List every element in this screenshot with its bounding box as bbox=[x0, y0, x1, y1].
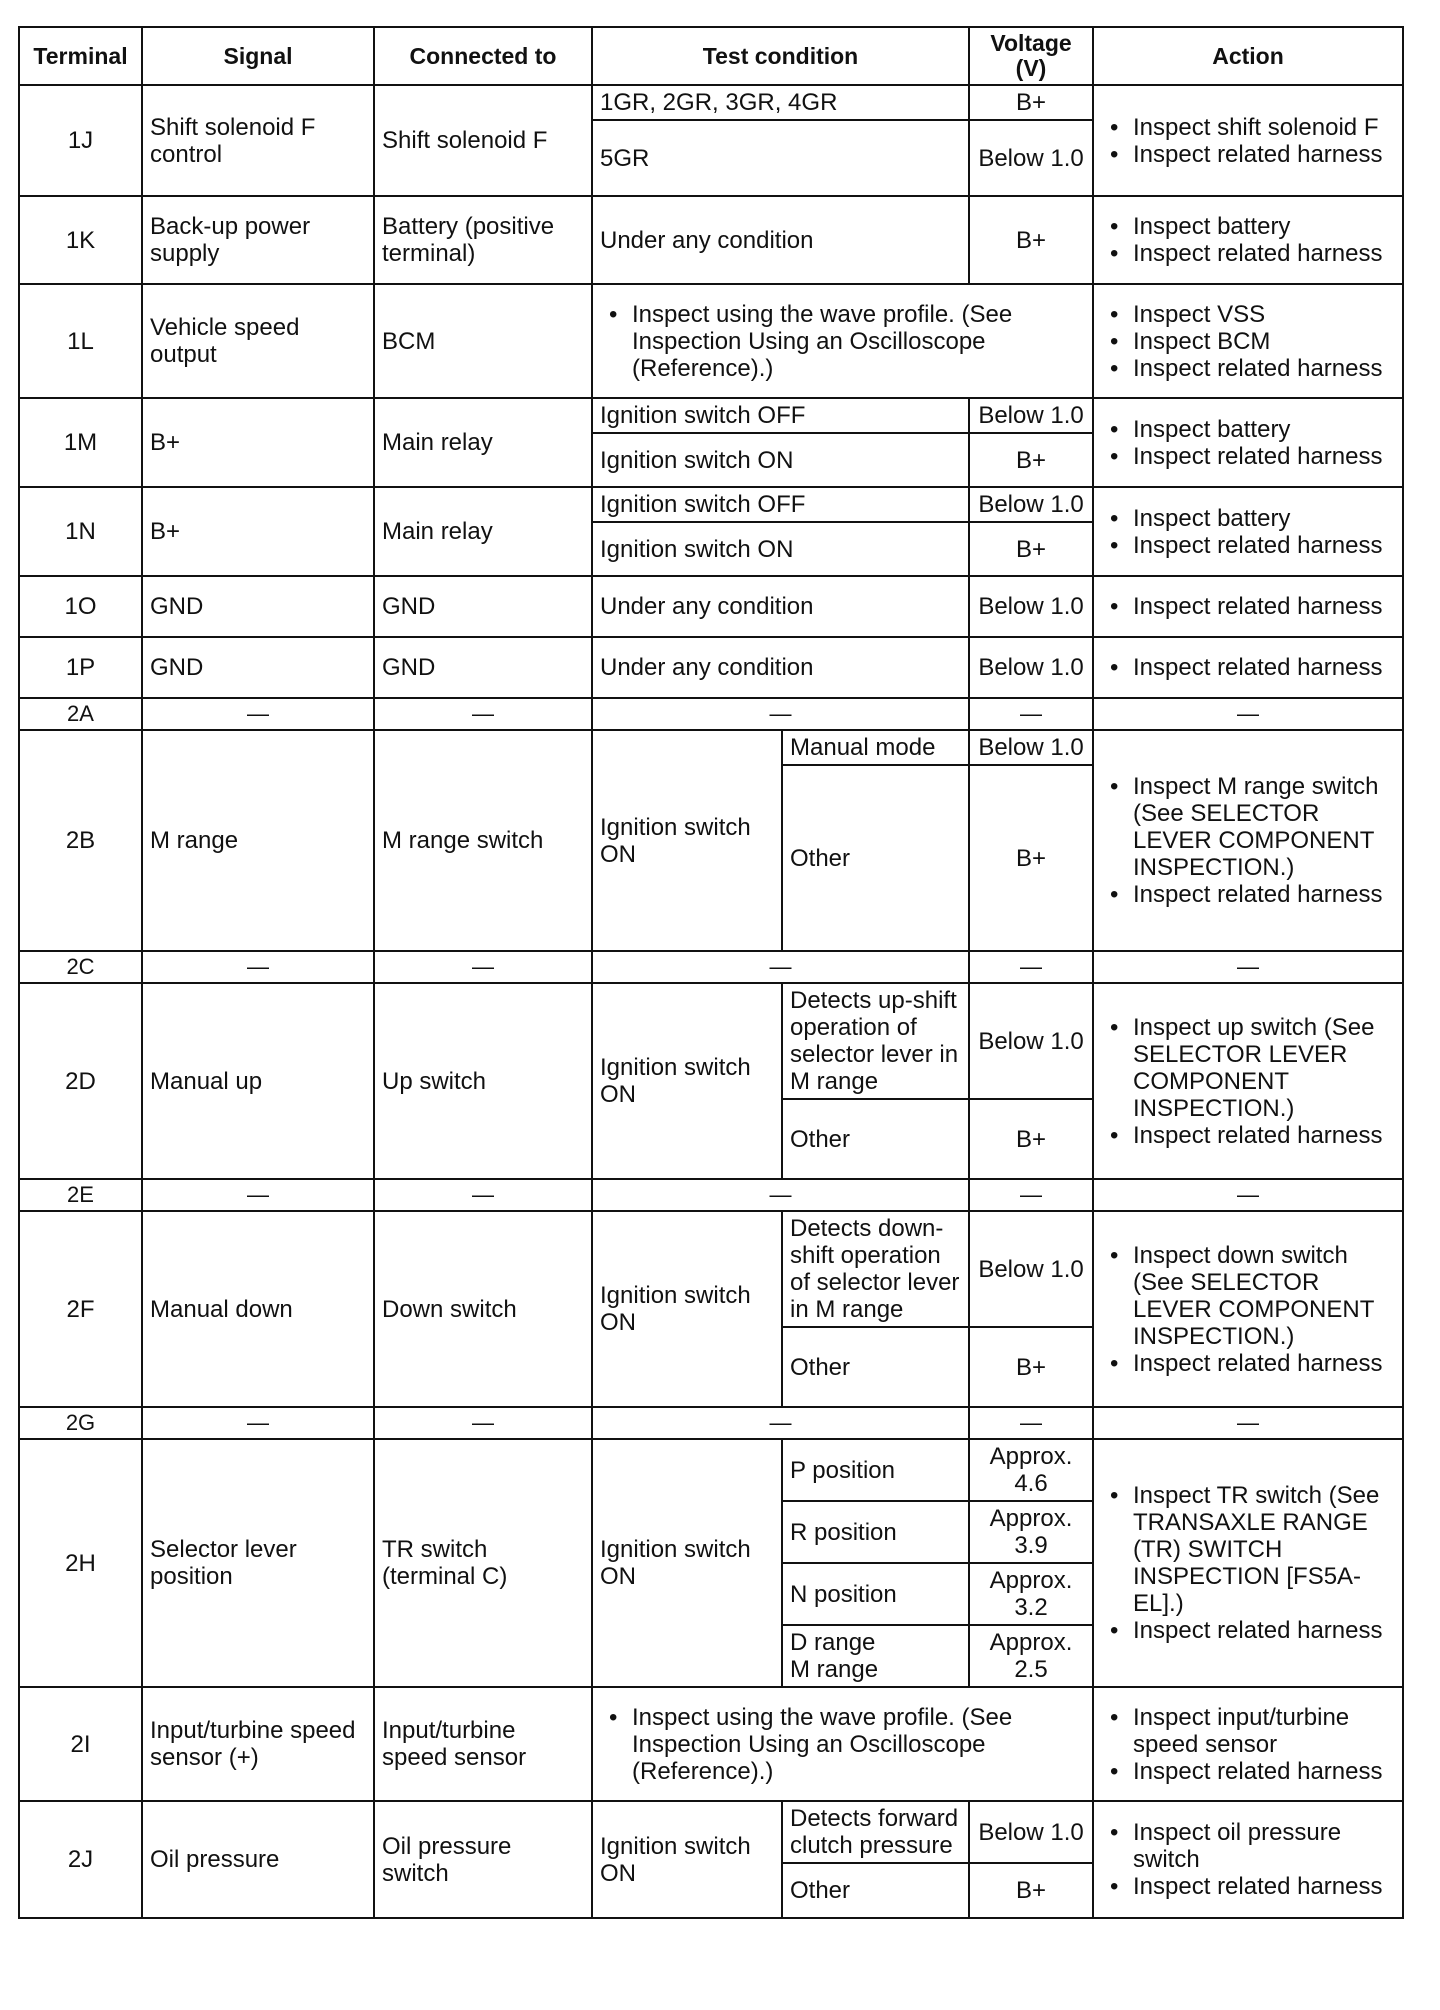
table-row bbox=[19, 85, 1403, 120]
terminal-cell: 2A bbox=[19, 698, 142, 730]
table-row bbox=[19, 1687, 1403, 1801]
signal-cell: Oil pressure bbox=[142, 1801, 374, 1918]
action-item: • Inspect related harness bbox=[1101, 532, 1395, 559]
terminal-cell: 2G bbox=[19, 1407, 142, 1439]
empty-cell: — bbox=[142, 951, 374, 983]
subcondition-cell: Detects down-shift operation of selector lever in M range bbox=[782, 1211, 969, 1327]
voltage-cell: B+ bbox=[969, 522, 1093, 576]
action-item: • Inspect related harness bbox=[1101, 1873, 1395, 1900]
table-row bbox=[19, 284, 1403, 398]
connected-cell: Main relay bbox=[374, 487, 592, 576]
connected-cell: Down switch bbox=[374, 1211, 592, 1407]
terminal-cell: 1L bbox=[19, 284, 142, 398]
signal-cell: B+ bbox=[142, 487, 374, 576]
header-signal: Signal bbox=[142, 27, 374, 85]
voltage-cell: B+ bbox=[969, 196, 1093, 284]
subcondition-cell: N position bbox=[782, 1563, 969, 1625]
terminal-cell: 2H bbox=[19, 1439, 142, 1687]
voltage-cell: B+ bbox=[969, 1099, 1093, 1179]
condition-cell: Ignition switch ON bbox=[592, 1211, 782, 1407]
voltage-cell: Below 1.0 bbox=[969, 398, 1093, 433]
condition-cell: Ignition switch ON bbox=[592, 983, 782, 1179]
voltage-cell: Approx. 4.6 bbox=[969, 1439, 1093, 1501]
condition-note-cell bbox=[592, 284, 1093, 398]
action-item: • Inspect battery bbox=[1101, 416, 1395, 443]
subcondition-cell: P position bbox=[782, 1439, 969, 1501]
empty-cell: — bbox=[592, 951, 969, 983]
terminal-cell: 1M bbox=[19, 398, 142, 487]
signal-cell: GND bbox=[142, 576, 374, 637]
action-item: • Inspect M range switch (See SELECTOR LEVER COMPONENT INSPECTION.) bbox=[1101, 773, 1395, 881]
connected-cell: Main relay bbox=[374, 398, 592, 487]
terminal-cell: 2D bbox=[19, 983, 142, 1179]
subcondition-cell: Other bbox=[782, 1327, 969, 1407]
terminal-cell: 1O bbox=[19, 576, 142, 637]
voltage-cell: Below 1.0 bbox=[969, 1801, 1093, 1863]
action-cell bbox=[1093, 637, 1403, 698]
subcondition-cell: Other bbox=[782, 765, 969, 951]
voltage-cell: B+ bbox=[969, 433, 1093, 487]
action-cell bbox=[1093, 576, 1403, 637]
header-terminal: Terminal bbox=[19, 27, 142, 85]
subcondition-cell: Other bbox=[782, 1099, 969, 1179]
action-item: • Inspect related harness bbox=[1101, 355, 1395, 382]
action-item: • Inspect VSS bbox=[1101, 301, 1395, 328]
voltage-cell: Below 1.0 bbox=[969, 487, 1093, 522]
condition-cell: Under any condition bbox=[592, 576, 969, 637]
voltage-cell: Below 1.0 bbox=[969, 983, 1093, 1099]
terminal-cell: 2J bbox=[19, 1801, 142, 1918]
header-action: Action bbox=[1093, 27, 1403, 85]
terminal-cell: 2I bbox=[19, 1687, 142, 1801]
empty-cell: — bbox=[969, 951, 1093, 983]
voltage-cell: Approx. 3.2 bbox=[969, 1563, 1093, 1625]
terminal-cell: 1N bbox=[19, 487, 142, 576]
empty-cell: — bbox=[1093, 951, 1403, 983]
condition-cell: Ignition switch ON bbox=[592, 730, 782, 951]
action-cell bbox=[1093, 398, 1403, 487]
action-item: • Inspect related harness bbox=[1101, 443, 1395, 470]
action-item: • Inspect input/turbine speed sensor bbox=[1101, 1704, 1395, 1758]
connected-cell: BCM bbox=[374, 284, 592, 398]
signal-cell: Back-up power supply bbox=[142, 196, 374, 284]
action-cell bbox=[1093, 196, 1403, 284]
action-item: • Inspect related harness bbox=[1101, 593, 1395, 620]
action-item: • Inspect battery bbox=[1101, 505, 1395, 532]
empty-cell: — bbox=[142, 1179, 374, 1211]
empty-cell: — bbox=[374, 951, 592, 983]
condition-cell: Ignition switch ON bbox=[592, 1439, 782, 1687]
condition-note-cell bbox=[592, 1687, 1093, 1801]
voltage-cell: Below 1.0 bbox=[969, 1211, 1093, 1327]
subcondition-cell: R position bbox=[782, 1501, 969, 1563]
voltage-cell: Approx. 3.9 bbox=[969, 1501, 1093, 1563]
terminal-cell: 1P bbox=[19, 637, 142, 698]
terminal-voltage-table bbox=[18, 26, 1404, 1919]
empty-cell: — bbox=[592, 1179, 969, 1211]
condition-note: • Inspect using the wave profile. (See Inspection Using an Oscilloscope (Reference).) bbox=[600, 301, 1085, 382]
action-item: • Inspect related harness bbox=[1101, 141, 1395, 168]
subcondition-cell: Manual mode bbox=[782, 730, 969, 765]
table-row bbox=[19, 1801, 1403, 1863]
connected-cell: Oil pressure switch bbox=[374, 1801, 592, 1918]
action-cell bbox=[1093, 1687, 1403, 1801]
signal-cell: Input/turbine speed sensor (+) bbox=[142, 1687, 374, 1801]
action-item: • Inspect oil pressure switch bbox=[1101, 1819, 1395, 1873]
subcondition-line: D range bbox=[790, 1629, 876, 1656]
voltage-cell: B+ bbox=[969, 765, 1093, 951]
voltage-cell: Below 1.0 bbox=[969, 637, 1093, 698]
empty-cell: — bbox=[592, 698, 969, 730]
voltage-cell: Below 1.0 bbox=[969, 730, 1093, 765]
signal-cell: GND bbox=[142, 637, 374, 698]
empty-cell: — bbox=[1093, 698, 1403, 730]
action-item: • Inspect related harness bbox=[1101, 654, 1395, 681]
condition-cell: Under any condition bbox=[592, 637, 969, 698]
subcondition-cell: Other bbox=[782, 1863, 969, 1918]
subcondition-line: M range bbox=[790, 1656, 879, 1683]
subcondition-cell bbox=[782, 1625, 969, 1687]
action-item: • Inspect related harness bbox=[1101, 1617, 1395, 1644]
action-item: • Inspect related harness bbox=[1101, 240, 1395, 267]
action-cell bbox=[1093, 1211, 1403, 1407]
condition-cell: Ignition switch OFF bbox=[592, 398, 969, 433]
header-test-condition: Test condition bbox=[592, 27, 969, 85]
voltage-cell: Below 1.0 bbox=[969, 120, 1093, 196]
action-item: • Inspect battery bbox=[1101, 213, 1395, 240]
header-voltage: Voltage (V) bbox=[969, 27, 1093, 85]
empty-cell: — bbox=[374, 1407, 592, 1439]
table-row bbox=[19, 1407, 1403, 1439]
connected-cell: GND bbox=[374, 637, 592, 698]
signal-cell: Vehicle speed output bbox=[142, 284, 374, 398]
voltage-cell: Approx. 2.5 bbox=[969, 1625, 1093, 1687]
condition-cell: Ignition switch ON bbox=[592, 1801, 782, 1918]
terminal-cell: 1K bbox=[19, 196, 142, 284]
empty-cell: — bbox=[374, 698, 592, 730]
connected-cell: Battery (positive terminal) bbox=[374, 196, 592, 284]
action-item: • Inspect related harness bbox=[1101, 881, 1395, 908]
action-item: • Inspect related harness bbox=[1101, 1758, 1395, 1785]
subcondition-cell: Detects forward clutch pressure bbox=[782, 1801, 969, 1863]
table-row bbox=[19, 196, 1403, 284]
condition-cell: 5GR bbox=[592, 120, 969, 196]
empty-cell: — bbox=[969, 698, 1093, 730]
table-row bbox=[19, 730, 1403, 765]
terminal-cell: 2C bbox=[19, 951, 142, 983]
signal-cell: M range bbox=[142, 730, 374, 951]
table-row bbox=[19, 637, 1403, 698]
voltage-cell: B+ bbox=[969, 1327, 1093, 1407]
action-cell bbox=[1093, 487, 1403, 576]
action-cell bbox=[1093, 284, 1403, 398]
table-row bbox=[19, 576, 1403, 637]
condition-note: • Inspect using the wave profile. (See Inspection Using an Oscilloscope (Reference).) bbox=[600, 1704, 1085, 1785]
empty-cell: — bbox=[374, 1179, 592, 1211]
connected-cell: Input/turbine speed sensor bbox=[374, 1687, 592, 1801]
action-item: • Inspect TR switch (See TRANSAXLE RANGE (TR) SWITCH INSPECTION [FS5A-EL].) bbox=[1101, 1482, 1395, 1617]
action-item: • Inspect related harness bbox=[1101, 1350, 1395, 1377]
action-item: • Inspect BCM bbox=[1101, 328, 1395, 355]
voltage-cell: B+ bbox=[969, 1863, 1093, 1918]
condition-cell: Ignition switch OFF bbox=[592, 487, 969, 522]
action-item: • Inspect shift solenoid F bbox=[1101, 114, 1395, 141]
action-cell bbox=[1093, 85, 1403, 196]
connected-cell: Shift solenoid F bbox=[374, 85, 592, 196]
empty-cell: — bbox=[1093, 1179, 1403, 1211]
table-row bbox=[19, 951, 1403, 983]
action-item: • Inspect related harness bbox=[1101, 1122, 1395, 1149]
terminal-cell: 2B bbox=[19, 730, 142, 951]
voltage-cell: Below 1.0 bbox=[969, 576, 1093, 637]
table-row bbox=[19, 1439, 1403, 1501]
table-row bbox=[19, 1211, 1403, 1327]
signal-cell: Shift solenoid F control bbox=[142, 85, 374, 196]
empty-cell: — bbox=[592, 1407, 969, 1439]
table-row bbox=[19, 983, 1403, 1099]
table-row bbox=[19, 398, 1403, 433]
empty-cell: — bbox=[142, 698, 374, 730]
empty-cell: — bbox=[142, 1407, 374, 1439]
connected-cell: Up switch bbox=[374, 983, 592, 1179]
action-cell bbox=[1093, 1439, 1403, 1687]
terminal-cell: 1J bbox=[19, 85, 142, 196]
terminal-cell: 2F bbox=[19, 1211, 142, 1407]
table-row bbox=[19, 1179, 1403, 1211]
subcondition-cell: Detects up-shift operation of selector lever in M range bbox=[782, 983, 969, 1099]
terminal-cell: 2E bbox=[19, 1179, 142, 1211]
action-cell bbox=[1093, 730, 1403, 951]
signal-cell: Selector lever position bbox=[142, 1439, 374, 1687]
connected-cell: GND bbox=[374, 576, 592, 637]
empty-cell: — bbox=[1093, 1407, 1403, 1439]
empty-cell: — bbox=[969, 1407, 1093, 1439]
action-item: • Inspect up switch (See SELECTOR LEVER COMPONENT INSPECTION.) bbox=[1101, 1014, 1395, 1122]
signal-cell: Manual up bbox=[142, 983, 374, 1179]
connected-cell: TR switch (terminal C) bbox=[374, 1439, 592, 1687]
voltage-cell: B+ bbox=[969, 85, 1093, 120]
action-cell bbox=[1093, 1801, 1403, 1918]
action-cell bbox=[1093, 983, 1403, 1179]
condition-cell: Under any condition bbox=[592, 196, 969, 284]
table-row bbox=[19, 487, 1403, 522]
condition-cell: Ignition switch ON bbox=[592, 433, 969, 487]
action-item: • Inspect down switch (See SELECTOR LEVER COMPONENT INSPECTION.) bbox=[1101, 1242, 1395, 1350]
condition-cell: 1GR, 2GR, 3GR, 4GR bbox=[592, 85, 969, 120]
connected-cell: M range switch bbox=[374, 730, 592, 951]
empty-cell: — bbox=[969, 1179, 1093, 1211]
signal-cell: Manual down bbox=[142, 1211, 374, 1407]
signal-cell: B+ bbox=[142, 398, 374, 487]
condition-cell: Ignition switch ON bbox=[592, 522, 969, 576]
header-row bbox=[19, 27, 1403, 85]
table-row bbox=[19, 698, 1403, 730]
header-connected-to: Connected to bbox=[374, 27, 592, 85]
